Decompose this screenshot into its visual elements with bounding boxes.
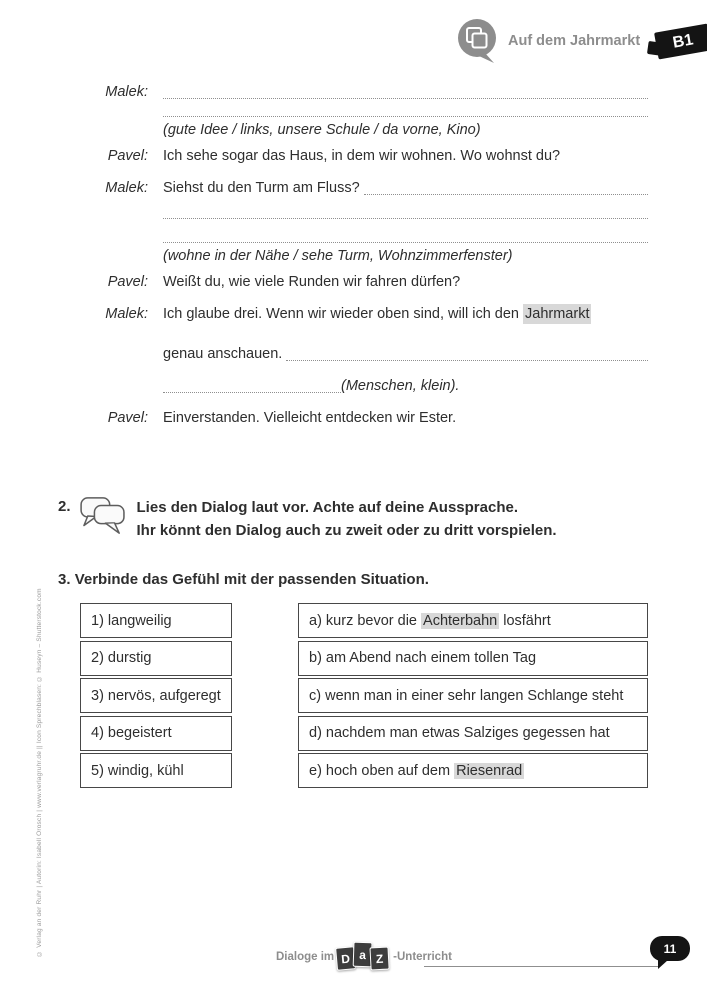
page-title: Auf dem Jahrmarkt — [508, 33, 641, 49]
daz-logo — [338, 944, 389, 969]
dialogue-row — [96, 344, 648, 364]
answer-blank-line — [163, 218, 648, 219]
exercise-3-number: 3. — [58, 571, 71, 588]
logo-tile: a — [353, 942, 373, 968]
dialogue-row — [96, 376, 648, 396]
speaker-label — [96, 376, 148, 396]
dialogue-text: Siehst du den Turm am Fluss? — [163, 180, 364, 196]
dialogue-row — [96, 272, 648, 292]
logo-tile: D — [335, 946, 356, 971]
dialogue-line-content — [163, 178, 648, 198]
feeling-cell: 2) durstig — [80, 641, 232, 676]
exercise-3-title: Verbinde das Gefühl mit der passenden Situation. — [74, 571, 429, 588]
dialogue-row — [96, 246, 648, 266]
highlighted-word: Achterbahn — [423, 612, 498, 629]
dialogue-row — [96, 146, 648, 166]
level-badge: B1 — [654, 23, 707, 59]
dialogue-line-content — [163, 304, 648, 324]
highlighted-word: Riesenrad — [456, 762, 523, 779]
exercise-3-heading — [58, 571, 429, 588]
dialogue-line-content — [163, 376, 648, 396]
speaker-label — [96, 120, 148, 140]
speech-bubble-icon — [456, 18, 500, 64]
dialogue-text: d) nachdem man etwas Salziges gegessen hat — [309, 725, 610, 741]
dialogue-row — [96, 218, 648, 222]
dialogue-line-content — [163, 146, 648, 166]
feelings-table — [80, 603, 232, 791]
brand-suffix: -Unterricht — [393, 950, 452, 963]
speaker-label: Malek: — [105, 180, 148, 196]
matching-exercise — [80, 603, 648, 791]
dialogue-line-content — [163, 246, 648, 266]
dialogue-row — [96, 304, 648, 324]
dialogue-row — [96, 178, 648, 198]
page-header — [456, 18, 707, 64]
answer-blank-line — [163, 116, 648, 117]
exercise-2 — [58, 496, 557, 542]
answer-blank-line — [286, 344, 648, 361]
exercise-2-line-1: Lies den Dialog laut vor. Achte auf deine Aussprache. — [136, 499, 518, 516]
situation-cell — [298, 678, 648, 713]
dialogue-text: Ich sehe sogar das Haus, in dem wir wohnen. Wo wohnst du? — [163, 148, 561, 164]
dialogue-line-content — [163, 272, 648, 292]
dialogue-text: e) hoch oben auf dem — [309, 762, 455, 779]
dialogue — [96, 82, 648, 440]
brand-prefix: Dialoge im — [276, 950, 335, 963]
hint-text: (gute Idee / links, unsere Schule / da vorne, Kino) — [163, 122, 481, 138]
dialogue-text: Ich glaube drei. Wenn wir wieder oben sind, will ich den — [163, 306, 524, 322]
hint-text: (Menschen, klein). — [341, 378, 460, 394]
hint-text: (wohne in der Nähe / sehe Turm, Wohnzimmerfenster) — [163, 248, 513, 264]
speaker-label: Pavel: — [107, 148, 148, 164]
copyright-sidebar-text: © Verlag an der Ruhr | Autorin: Isabell Orosch | www.verlagruhr.de || Icon Sprechblasen: © Huseyn – Shutterstock.com — [36, 588, 43, 957]
situation-cell — [298, 603, 648, 638]
exercise-2-number: 2. — [58, 498, 71, 515]
answer-blank-line — [163, 376, 341, 393]
speaker-label — [96, 344, 148, 364]
dialogue-text: genau anschauen. — [163, 346, 287, 362]
speaker-label: Malek: — [105, 306, 148, 322]
logo-tile: Z — [370, 947, 390, 971]
dialogue-line-content — [163, 344, 648, 364]
dialogue-text: a) kurz bevor die — [309, 612, 422, 629]
dialogue-text: c) wenn man in einer sehr langen Schlange steht — [309, 687, 624, 704]
dialogue-row — [96, 120, 648, 140]
answer-blank-line — [364, 178, 648, 195]
dialogue-text: Einverstanden. Vielleicht entdecken wir Ester. — [163, 410, 457, 426]
speaker-label: Pavel: — [107, 274, 148, 290]
dialogue-row — [96, 82, 648, 102]
dialogue-text: losfährt — [499, 612, 551, 629]
feeling-cell: 3) nervös, aufgeregt — [80, 678, 232, 713]
dialogue-line-content — [163, 218, 648, 222]
speaker-label: Pavel: — [107, 410, 148, 426]
exercise-2-line-2: Ihr könnt den Dialog auch zu zweit oder zu dritt vorspielen. — [136, 522, 557, 539]
speaker-label: Malek: — [105, 84, 148, 100]
page-number-badge: 11 — [650, 936, 690, 961]
highlighted-word: Jahrmarkt — [525, 306, 590, 322]
speaking-bubbles-icon — [79, 496, 127, 536]
footer-rule — [424, 966, 658, 967]
dialogue-row — [96, 408, 648, 428]
speaker-label — [96, 218, 148, 222]
dialogue-text: Weißt du, wie viele Runden wir fahren dürfen? — [163, 274, 461, 290]
situation-cell — [298, 641, 648, 676]
answer-blank-line — [163, 82, 648, 99]
dialogue-line-content — [163, 82, 648, 102]
feeling-cell: 4) begeistert — [80, 716, 232, 751]
feeling-cell: 5) windig, kühl — [80, 753, 232, 788]
dialogue-text: b) am Abend nach einem tollen Tag — [309, 650, 537, 666]
feeling-cell: 1) langweilig — [80, 603, 232, 638]
situation-cell — [298, 753, 648, 788]
situations-table — [298, 603, 648, 791]
speaker-label — [96, 246, 148, 266]
exercise-2-instructions — [137, 496, 557, 542]
dialogue-line-content — [163, 120, 648, 140]
answer-blank-line — [163, 242, 648, 243]
dialogue-line-content — [163, 408, 648, 428]
situation-cell — [298, 716, 648, 751]
